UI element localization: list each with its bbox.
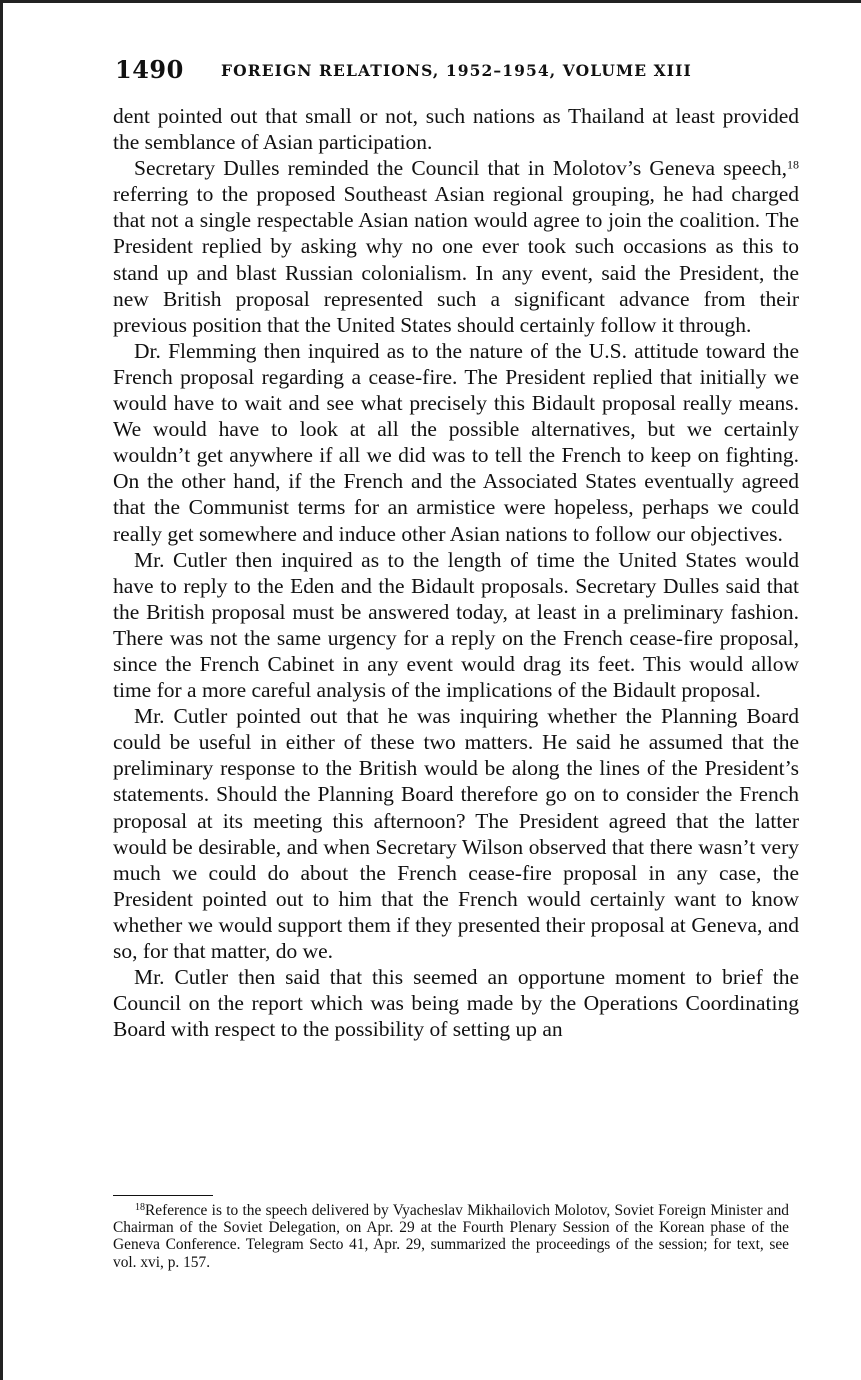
body-text	[113, 103, 799, 1042]
running-head: FOREIGN RELATIONS, 1952–1954, VOLUME XIII	[221, 61, 692, 80]
paragraph-cutler-planning-board: Mr. Cutler pointed out that he was inquiring whether the Planning Board could be useful in either of these two matters. He said he assumed that the preliminary response to the British would be along the lines of the President’s statements. Should the Planning Board therefore go on to consider the French proposal at its meeting this afternoon? The President agreed that the latter would be desirable, and when Secretary Wilson observed that there wasn’t very much we could do about the French cease-fire proposal in any case, the President pointed out to him that the French would certainly want to know whether we would support them if they presented their proposal at Geneva, and so, for that matter, do we.	[113, 704, 799, 963]
footnote-divider	[113, 1195, 213, 1196]
footnote-reference[interactable]: 18	[787, 157, 799, 172]
paragraph-text-after-footnote: referring to the proposed Southeast Asian regional grouping, he had charged that not a single respectable Asian nation would agree to join the coalition. The President replied by asking why no one ever took such occasions as this to stand up and blast Russian colonialism. In any event, said the President, the new British proposal represented such a significant advance from their previous position that the United States should certainly follow it through.	[113, 182, 799, 337]
paragraph-cutler-length: Mr. Cutler then inquired as to the length of time the United States would have to reply to the Eden and the Bidault proposals. Secretary Dulles said that the British proposal must be answered today, at least in a preliminary fashion. There was not the same urgency for a reply on the French cease-fire proposal, since the French Cabinet in any event would drag its feet. This would allow time for a more careful analysis of the implications of the Bidault proposal.	[113, 547, 799, 703]
paragraph-dulles-molotov	[113, 155, 799, 338]
paragraph-flemming: Dr. Flemming then inquired as to the nature of the U.S. attitude toward the French proposal regarding a cease-fire. The President replied that initially we would have to wait and see what precisely this Bidault proposal really means. We would have to look at all the possible alternatives, but we certainly wouldn’t get anywhere if all we did was to tell the French to keep on fighting. On the other hand, if the French and the Associated States eventually agreed that the Communist terms for an armistice were hopeless, perhaps we could really get somewhere and induce other Asian nations to follow our objectives.	[113, 338, 799, 546]
footnote-number: 18	[135, 1202, 145, 1213]
paragraph-text-before-footnote: Secretary Dulles reminded the Council that in Molotov’s Geneva speech,	[134, 156, 787, 181]
page-header	[115, 55, 805, 89]
footnote	[113, 1202, 789, 1271]
paragraph-continuation: dent pointed out that small or not, such nations as Thailand at least provided the semblance of Asian participation.	[113, 104, 799, 155]
footnote-text: Reference is to the speech delivered by Vyacheslav Mikhailovich Molotov, Soviet Foreign Minister and Chairman of the Soviet Delegation, on Apr. 29 at the Fourth Plenary Session of the Korean phase of the Geneva Conference. Telegram Secto 41, Apr. 29, summarized the proceedings of the session; for text, see vol. xvi, p. 157.	[113, 1202, 789, 1271]
paragraph-cutler-brief: Mr. Cutler then said that this seemed an opportune moment to brief the Council on the report which was being made by the Operations Coordinating Board with respect to the possibility of setting up an	[113, 965, 799, 1042]
page-number: 1490	[115, 55, 184, 84]
